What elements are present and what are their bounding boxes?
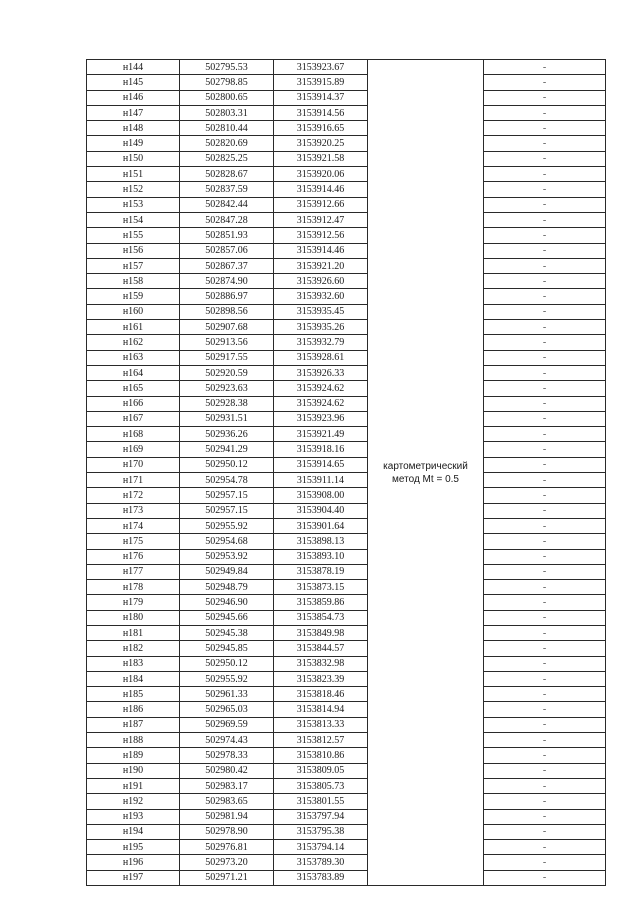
point-name-cell: н183 [87,656,180,671]
point-name-cell: н158 [87,274,180,289]
x-coordinate-cell: 502946.90 [180,595,274,610]
table-row [87,411,606,426]
x-coordinate-cell: 502954.68 [180,534,274,549]
dash-cell: - [484,809,606,824]
table-row [87,671,606,686]
table-row [87,75,606,90]
point-name-cell: н148 [87,121,180,136]
point-name-cell: н161 [87,320,180,335]
dash-cell: - [484,427,606,442]
point-name-cell: н144 [87,60,180,75]
dash-cell: - [484,717,606,732]
table-row [87,610,606,625]
x-coordinate-cell: 502828.67 [180,167,274,182]
x-coordinate-cell: 502945.66 [180,610,274,625]
point-name-cell: н168 [87,427,180,442]
y-coordinate-cell: 3153912.66 [274,197,368,212]
y-coordinate-cell: 3153928.61 [274,350,368,365]
table-row [87,763,606,778]
x-coordinate-cell: 502957.15 [180,488,274,503]
point-name-cell: н195 [87,840,180,855]
y-coordinate-cell: 3153898.13 [274,534,368,549]
point-name-cell: н146 [87,90,180,105]
x-coordinate-cell: 502973.20 [180,855,274,870]
y-coordinate-cell: 3153921.49 [274,427,368,442]
x-coordinate-cell: 502851.93 [180,228,274,243]
table-row [87,258,606,273]
dash-cell: - [484,258,606,273]
y-coordinate-cell: 3153914.37 [274,90,368,105]
y-coordinate-cell: 3153893.10 [274,549,368,564]
table-row [87,641,606,656]
y-coordinate-cell: 3153921.20 [274,258,368,273]
y-coordinate-cell: 3153915.89 [274,75,368,90]
x-coordinate-cell: 502803.31 [180,105,274,120]
point-name-cell: н171 [87,473,180,488]
table-row [87,778,606,793]
dash-cell: - [484,656,606,671]
x-coordinate-cell: 502957.15 [180,503,274,518]
dash-cell: - [484,671,606,686]
x-coordinate-cell: 502936.26 [180,427,274,442]
dash-cell: - [484,442,606,457]
table-row [87,625,606,640]
x-coordinate-cell: 502795.53 [180,60,274,75]
x-coordinate-cell: 502920.59 [180,365,274,380]
x-coordinate-cell: 502945.85 [180,641,274,656]
table-row [87,427,606,442]
x-coordinate-cell: 502980.42 [180,763,274,778]
y-coordinate-cell: 3153809.05 [274,763,368,778]
y-coordinate-cell: 3153916.65 [274,121,368,136]
coordinates-table-body [87,60,606,886]
table-row [87,320,606,335]
point-name-cell: н188 [87,733,180,748]
y-coordinate-cell: 3153926.60 [274,274,368,289]
table-row [87,473,606,488]
point-name-cell: н187 [87,717,180,732]
table-row [87,457,606,472]
dash-cell: - [484,503,606,518]
point-name-cell: н160 [87,304,180,319]
point-name-cell: н153 [87,197,180,212]
y-coordinate-cell: 3153923.96 [274,411,368,426]
dash-cell: - [484,595,606,610]
y-coordinate-cell: 3153912.56 [274,228,368,243]
table-row [87,228,606,243]
dash-cell: - [484,197,606,212]
dash-cell: - [484,610,606,625]
dash-cell: - [484,136,606,151]
x-coordinate-cell: 502842.44 [180,197,274,212]
x-coordinate-cell: 502941.29 [180,442,274,457]
dash-cell: - [484,90,606,105]
dash-cell: - [484,243,606,258]
x-coordinate-cell: 502820.69 [180,136,274,151]
table-row [87,243,606,258]
y-coordinate-cell: 3153911.14 [274,473,368,488]
dash-cell: - [484,167,606,182]
table-row [87,105,606,120]
y-coordinate-cell: 3153914.46 [274,182,368,197]
y-coordinate-cell: 3153932.60 [274,289,368,304]
x-coordinate-cell: 502961.33 [180,687,274,702]
table-row [87,182,606,197]
dash-cell: - [484,778,606,793]
point-name-cell: н184 [87,671,180,686]
dash-cell: - [484,687,606,702]
table-row [87,518,606,533]
dash-cell: - [484,60,606,75]
y-coordinate-cell: 3153801.55 [274,794,368,809]
table-row [87,136,606,151]
table-row [87,580,606,595]
x-coordinate-cell: 502928.38 [180,396,274,411]
dash-cell: - [484,304,606,319]
dash-cell: - [484,641,606,656]
table-row [87,197,606,212]
point-name-cell: н196 [87,855,180,870]
method-line: картометрический [383,460,468,472]
y-coordinate-cell: 3153849.98 [274,625,368,640]
dash-cell: - [484,702,606,717]
dash-cell: - [484,121,606,136]
y-coordinate-cell: 3153920.25 [274,136,368,151]
table-row [87,212,606,227]
dash-cell: - [484,457,606,472]
y-coordinate-cell: 3153818.46 [274,687,368,702]
x-coordinate-cell: 502969.59 [180,717,274,732]
point-name-cell: н149 [87,136,180,151]
point-name-cell: н186 [87,702,180,717]
point-name-cell: н173 [87,503,180,518]
dash-cell: - [484,870,606,885]
dash-cell: - [484,365,606,380]
table-row [87,595,606,610]
y-coordinate-cell: 3153805.73 [274,778,368,793]
x-coordinate-cell: 502800.65 [180,90,274,105]
x-coordinate-cell: 502978.33 [180,748,274,763]
y-coordinate-cell: 3153908.00 [274,488,368,503]
dash-cell: - [484,840,606,855]
y-coordinate-cell: 3153823.39 [274,671,368,686]
point-name-cell: н147 [87,105,180,120]
x-coordinate-cell: 502954.78 [180,473,274,488]
x-coordinate-cell: 502945.38 [180,625,274,640]
y-coordinate-cell: 3153813.33 [274,717,368,732]
y-coordinate-cell: 3153914.65 [274,457,368,472]
dash-cell: - [484,335,606,350]
table-row [87,855,606,870]
table-row [87,60,606,75]
x-coordinate-cell: 502978.90 [180,824,274,839]
table-row [87,717,606,732]
point-name-cell: н191 [87,778,180,793]
x-coordinate-cell: 502837.59 [180,182,274,197]
table-row [87,748,606,763]
x-coordinate-cell: 502931.51 [180,411,274,426]
y-coordinate-cell: 3153914.56 [274,105,368,120]
point-name-cell: н194 [87,824,180,839]
x-coordinate-cell: 502949.84 [180,564,274,579]
point-name-cell: н172 [87,488,180,503]
table-row [87,167,606,182]
point-name-cell: н185 [87,687,180,702]
point-name-cell: н155 [87,228,180,243]
point-name-cell: н180 [87,610,180,625]
point-name-cell: н169 [87,442,180,457]
x-coordinate-cell: 502983.17 [180,778,274,793]
y-coordinate-cell: 3153932.79 [274,335,368,350]
x-coordinate-cell: 502948.79 [180,580,274,595]
point-name-cell: н150 [87,151,180,166]
point-name-cell: н178 [87,580,180,595]
x-coordinate-cell: 502810.44 [180,121,274,136]
table-row [87,564,606,579]
point-name-cell: н162 [87,335,180,350]
x-coordinate-cell: 502874.90 [180,274,274,289]
dash-cell: - [484,75,606,90]
x-coordinate-cell: 502886.97 [180,289,274,304]
dash-cell: - [484,763,606,778]
y-coordinate-cell: 3153924.62 [274,381,368,396]
point-name-cell: н156 [87,243,180,258]
x-coordinate-cell: 502976.81 [180,840,274,855]
dash-cell: - [484,289,606,304]
table-row [87,656,606,671]
y-coordinate-cell: 3153924.62 [274,396,368,411]
point-name-cell: н164 [87,365,180,380]
x-coordinate-cell: 502971.21 [180,870,274,885]
point-name-cell: н157 [87,258,180,273]
x-coordinate-cell: 502857.06 [180,243,274,258]
table-row [87,870,606,885]
point-name-cell: н193 [87,809,180,824]
x-coordinate-cell: 502913.56 [180,335,274,350]
point-name-cell: н192 [87,794,180,809]
dash-cell: - [484,733,606,748]
dash-cell: - [484,105,606,120]
point-name-cell: н182 [87,641,180,656]
point-name-cell: н154 [87,212,180,227]
y-coordinate-cell: 3153935.45 [274,304,368,319]
y-coordinate-cell: 3153873.15 [274,580,368,595]
point-name-cell: н175 [87,534,180,549]
table-row [87,794,606,809]
table-row [87,304,606,319]
table-row [87,274,606,289]
table-row [87,365,606,380]
point-name-cell: н190 [87,763,180,778]
dash-cell: - [484,228,606,243]
x-coordinate-cell: 502907.68 [180,320,274,335]
y-coordinate-cell: 3153810.86 [274,748,368,763]
table-row [87,151,606,166]
table-row [87,824,606,839]
x-coordinate-cell: 502867.37 [180,258,274,273]
dash-cell: - [484,534,606,549]
y-coordinate-cell: 3153912.47 [274,212,368,227]
table-row [87,687,606,702]
table-row [87,503,606,518]
y-coordinate-cell: 3153926.33 [274,365,368,380]
point-name-cell: н179 [87,595,180,610]
point-name-cell: н166 [87,396,180,411]
table-row [87,396,606,411]
point-name-cell: н145 [87,75,180,90]
table-row [87,335,606,350]
point-name-cell: н174 [87,518,180,533]
dash-cell: - [484,381,606,396]
y-coordinate-cell: 3153918.16 [274,442,368,457]
point-name-cell: н163 [87,350,180,365]
dash-cell: - [484,350,606,365]
dash-cell: - [484,151,606,166]
x-coordinate-cell: 502965.03 [180,702,274,717]
dash-cell: - [484,411,606,426]
point-name-cell: н189 [87,748,180,763]
dash-cell: - [484,488,606,503]
x-coordinate-cell: 502847.28 [180,212,274,227]
x-coordinate-cell: 502981.94 [180,809,274,824]
x-coordinate-cell: 502917.55 [180,350,274,365]
y-coordinate-cell: 3153797.94 [274,809,368,824]
table-row [87,488,606,503]
y-coordinate-cell: 3153832.98 [274,656,368,671]
x-coordinate-cell: 502953.92 [180,549,274,564]
table-row [87,534,606,549]
point-name-cell: н181 [87,625,180,640]
dash-cell: - [484,794,606,809]
x-coordinate-cell: 502950.12 [180,457,274,472]
y-coordinate-cell: 3153923.67 [274,60,368,75]
y-coordinate-cell: 3153878.19 [274,564,368,579]
table-row [87,121,606,136]
table-row [87,702,606,717]
method-line: метод Mt = 0.5 [392,473,459,485]
y-coordinate-cell: 3153783.89 [274,870,368,885]
y-coordinate-cell: 3153921.58 [274,151,368,166]
x-coordinate-cell: 502950.12 [180,656,274,671]
point-name-cell: н176 [87,549,180,564]
table-row [87,549,606,564]
dash-cell: - [484,549,606,564]
x-coordinate-cell: 502825.25 [180,151,274,166]
point-name-cell: н165 [87,381,180,396]
y-coordinate-cell: 3153901.64 [274,518,368,533]
dash-cell: - [484,473,606,488]
x-coordinate-cell: 502974.43 [180,733,274,748]
table-row [87,840,606,855]
y-coordinate-cell: 3153814.94 [274,702,368,717]
point-name-cell: н151 [87,167,180,182]
dash-cell: - [484,182,606,197]
point-name-cell: н159 [87,289,180,304]
y-coordinate-cell: 3153859.86 [274,595,368,610]
y-coordinate-cell: 3153920.06 [274,167,368,182]
y-coordinate-cell: 3153795.38 [274,824,368,839]
y-coordinate-cell: 3153914.46 [274,243,368,258]
point-name-cell: н152 [87,182,180,197]
dash-cell: - [484,396,606,411]
table-row [87,289,606,304]
accuracy-method-cell [368,60,484,886]
y-coordinate-cell: 3153904.40 [274,503,368,518]
dash-cell: - [484,320,606,335]
dash-cell: - [484,518,606,533]
y-coordinate-cell: 3153854.73 [274,610,368,625]
table-row [87,809,606,824]
table-row [87,350,606,365]
dash-cell: - [484,564,606,579]
x-coordinate-cell: 502923.63 [180,381,274,396]
coordinates-table [86,59,606,886]
y-coordinate-cell: 3153789.30 [274,855,368,870]
y-coordinate-cell: 3153794.14 [274,840,368,855]
dash-cell: - [484,580,606,595]
y-coordinate-cell: 3153812.57 [274,733,368,748]
x-coordinate-cell: 502983.65 [180,794,274,809]
x-coordinate-cell: 502798.85 [180,75,274,90]
dash-cell: - [484,212,606,227]
point-name-cell: н177 [87,564,180,579]
dash-cell: - [484,748,606,763]
point-name-cell: н170 [87,457,180,472]
x-coordinate-cell: 502955.92 [180,671,274,686]
dash-cell: - [484,824,606,839]
point-name-cell: н197 [87,870,180,885]
table-row [87,442,606,457]
dash-cell: - [484,625,606,640]
dash-cell: - [484,855,606,870]
table-row [87,381,606,396]
table-row [87,90,606,105]
y-coordinate-cell: 3153844.57 [274,641,368,656]
y-coordinate-cell: 3153935.26 [274,320,368,335]
dash-cell: - [484,274,606,289]
point-name-cell: н167 [87,411,180,426]
table-row [87,733,606,748]
x-coordinate-cell: 502898.56 [180,304,274,319]
x-coordinate-cell: 502955.92 [180,518,274,533]
